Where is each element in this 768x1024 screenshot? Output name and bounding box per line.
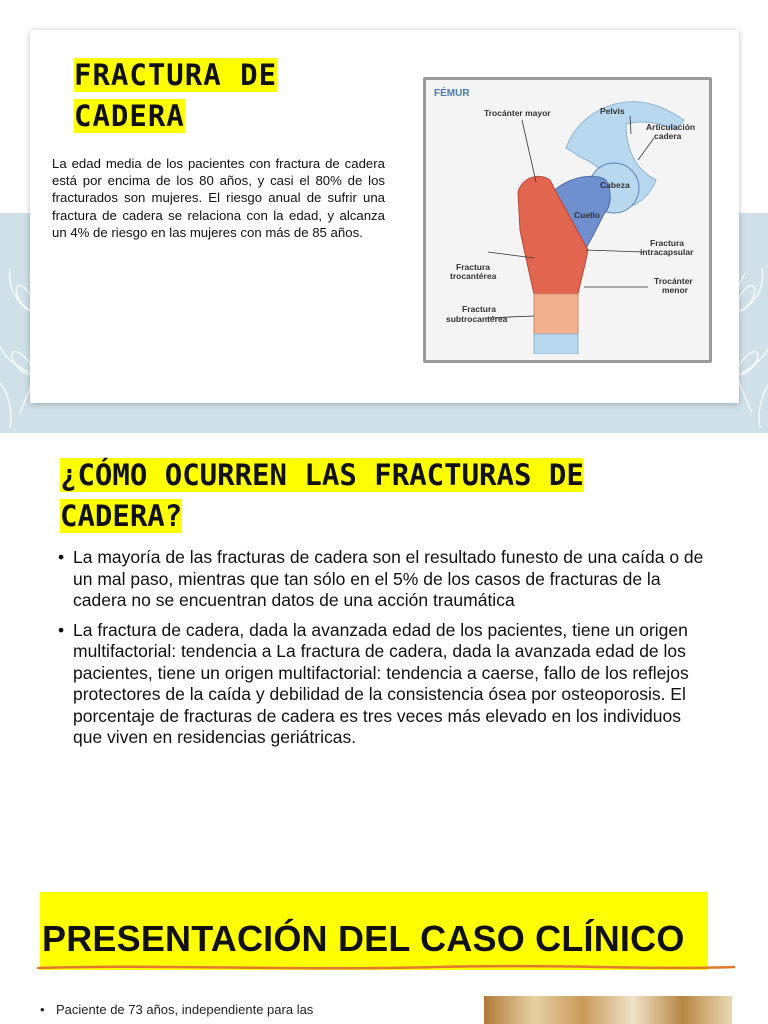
body-paragraph: La edad media de los pacientes con fractura de cadera está por encima de los 80 años, y casi el 80% de los fracturados son mujeres. El riesgo anual de sufrir una fractura de cadera se relaciona con la edad, y alcanza un 4% de riesgo en las mujeres con más de 85 años.	[52, 156, 385, 240]
slide-title: FRACTURA DE CADERA	[74, 58, 278, 133]
brush-underline	[36, 962, 736, 974]
slide-presentacion-caso	[0, 858, 768, 1024]
label-trocanter-mayor: Trocánter mayor	[484, 108, 551, 118]
label-pelvis: Pelvis	[600, 106, 625, 116]
list-item: • La mayoría de las fracturas de cadera son el resultado funesto de una caída o de un mal paso, mientras que tan sólo en el 5% de los casos de fracturas de la cadera no se encuentran datos de una acción traumática	[58, 547, 704, 610]
svg-text:menor: menor	[662, 285, 688, 295]
label-cuello: Cuello	[574, 210, 600, 220]
bullet-marker: •	[40, 1002, 45, 1017]
bullet-marker: •	[58, 619, 65, 640]
femur-anatomy-figure	[423, 77, 712, 363]
bullet-list	[58, 547, 708, 757]
svg-text:trocantérea: trocantérea	[450, 271, 497, 281]
list-item: • La fractura de cadera, dada la avanzada edad de los pacientes, tiene un origen multifactorial: tendencia a La fractura de cadera, dada la avanzada edad de los pacientes, tiene un origen multifactorial: tendencia a caerse, fallo de los reflejos protectores de la caída y debilidad de la consistencia ósea por osteoporosis. El porcentaje de fracturas de cadera es tres veces más elevado en los individuos que viven en residencias geriátricas.	[58, 619, 689, 747]
subtrochanteric-region-shape	[534, 294, 578, 334]
label-fractura-subtrocanterea: Fractura	[462, 304, 497, 314]
label-fractura-intracapsular: Fractura	[650, 238, 685, 248]
figure-header: FÉMUR	[434, 88, 470, 99]
label-fractura-trocanterea: Fractura	[456, 262, 491, 272]
slide-title: ¿CÓMO OCURREN LAS FRACTURAS DE CADERA?	[60, 458, 584, 533]
svg-text:cadera: cadera	[654, 131, 682, 141]
slide-title: PRESENTACIÓN DEL CASO CLÍNICO	[42, 918, 685, 959]
svg-text:subtrocantérea: subtrocantérea	[446, 314, 508, 324]
svg-text:intracapsular: intracapsular	[640, 247, 694, 257]
label-articulacion: Articulación	[646, 122, 696, 132]
content-card	[30, 30, 739, 403]
list-item: • Paciente de 73 años, independiente para las	[40, 1002, 314, 1017]
slide-como-ocurren	[0, 433, 768, 858]
label-cabeza: Cabeza	[600, 180, 630, 190]
label-trocanter-menor: Trocánter	[654, 276, 693, 286]
patient-photo	[484, 996, 732, 1024]
slide-fractura-de-cadera	[0, 0, 768, 433]
bullet-marker: •	[58, 547, 65, 567]
femoral-shaft-shape	[534, 334, 578, 354]
